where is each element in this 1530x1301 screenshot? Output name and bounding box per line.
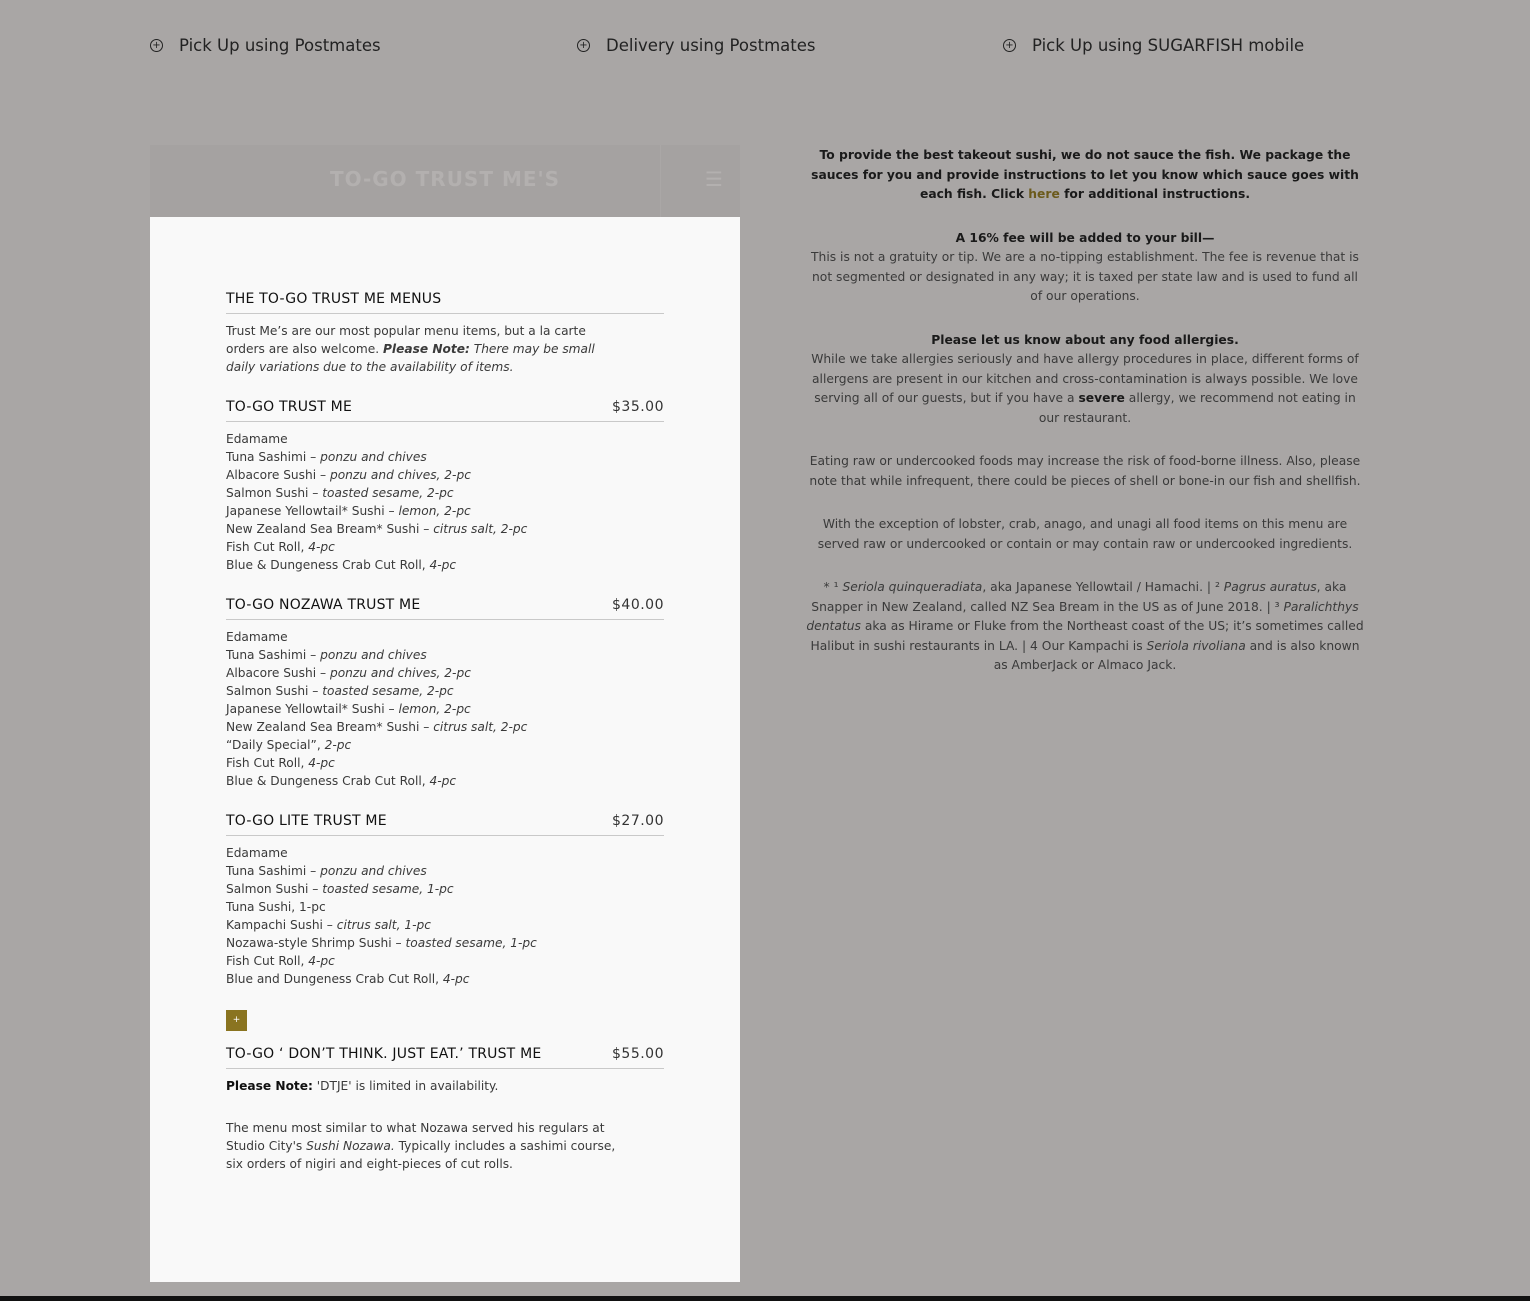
item-name: Japanese Yellowtail* Sushi –	[226, 504, 395, 518]
menu-item	[226, 664, 664, 682]
item-detail: lemon, 2-pc	[398, 702, 471, 716]
menu-item	[226, 466, 664, 484]
menu-item	[226, 844, 664, 862]
option-label: Pick Up using SUGARFISH mobile	[1032, 36, 1305, 55]
section-name: TO-GO TRUST ME	[226, 399, 352, 415]
menu-item	[226, 502, 664, 520]
item-name: Japanese Yellowtail* Sushi –	[226, 702, 395, 716]
item-detail: ponzu and chives, 2-pc	[329, 468, 471, 482]
section-name: TO-GO NOZAWA TRUST ME	[226, 597, 421, 613]
menu-item	[226, 934, 664, 952]
desc-text: The menu most similar to what Nozawa served his regulars at Studio City's	[226, 1121, 605, 1153]
species-name: Seriola rivoliana	[1146, 638, 1246, 653]
plus-circle-icon: +	[150, 39, 163, 52]
note-text: 'DTJE' is limited in availability.	[316, 1079, 499, 1093]
item-name: Blue & Dungeness Crab Cut Roll,	[226, 558, 426, 572]
menu-item	[226, 952, 664, 970]
item-name: Nozawa-style Shrimp Sushi –	[226, 936, 402, 950]
menu-item	[226, 556, 664, 574]
footnote-text: , aka Snapper in New Zealand, called NZ Sea Bream in the US as of June 2018. | ³	[811, 580, 1347, 614]
sauce-text: for additional instructions.	[1064, 187, 1250, 201]
raw-exception: With the exception of lobster, crab, anago, and unagi all food items on this menu are served raw or undercooked or contain or may contain raw or undercooked ingredients.	[817, 517, 1353, 551]
menu-item-list	[226, 628, 664, 790]
item-detail: 4-pc	[308, 954, 335, 968]
item-detail: citrus salt, 2-pc	[433, 522, 528, 536]
menu-item	[226, 520, 664, 538]
section-name: TO-GO LITE TRUST ME	[226, 813, 387, 829]
footnote-text: and is also known as AmberJack or Almaco Jack.	[993, 638, 1360, 672]
item-name: Fish Cut Roll,	[226, 954, 305, 968]
item-name: Salmon Sushi –	[226, 684, 319, 698]
note-label: Please Note:	[226, 1079, 313, 1093]
item-detail: ponzu and chives	[320, 450, 427, 464]
menu-item	[226, 880, 664, 898]
delivery-postmates-option[interactable]	[577, 36, 815, 55]
menu-section-header	[226, 398, 664, 422]
section-price: $55.00	[612, 1046, 664, 1062]
note-label: Please Note:	[382, 342, 470, 356]
item-name: Albacore Sushi –	[226, 468, 327, 482]
item-name: Salmon Sushi –	[226, 486, 319, 500]
desc-text: Typically includes a sashimi course, six orders of nigiri and eight-pieces of cut rolls.	[226, 1139, 616, 1171]
menu-item	[226, 736, 664, 754]
item-name: Tuna Sushi, 1-pc	[226, 900, 326, 914]
item-name: Tuna Sashimi –	[226, 648, 317, 662]
fee-title: A 16% fee will be added to your bill—	[955, 230, 1215, 245]
item-name: Edamame	[226, 432, 288, 446]
menu-section-header	[226, 812, 664, 836]
species-name: Paralichthys dentatus	[806, 599, 1359, 633]
footnote-text: aka as Hirame or Fluke from the Northeast coast of the US; it’s sometimes called Halibut in sushi restaurants in LA. | 4 Our Kampachi is	[810, 619, 1364, 653]
item-name: Kampachi Sushi –	[226, 918, 333, 932]
plus-circle-icon: +	[577, 39, 590, 52]
item-detail: citrus salt, 2-pc	[433, 720, 528, 734]
menu-title-text: THE TO-GO TRUST ME MENUS	[226, 291, 442, 307]
item-detail: ponzu and chives, 2-pc	[329, 666, 471, 680]
sauce-info	[806, 146, 1364, 205]
menu-item	[226, 916, 664, 934]
menu-item	[226, 538, 664, 556]
dtje-note	[226, 1077, 664, 1095]
item-detail: toasted sesame, 2-pc	[322, 684, 454, 698]
item-detail: 4-pc	[442, 972, 470, 986]
section-price: $27.00	[612, 813, 664, 829]
section-price: $40.00	[612, 597, 664, 613]
menu-section-header	[226, 1045, 664, 1069]
item-name: Tuna Sashimi –	[226, 450, 317, 464]
allergy-bold: severe	[1078, 391, 1125, 405]
item-detail: ponzu and chives	[320, 648, 427, 662]
allergy-title: Please let us know about any food allergies.	[931, 332, 1239, 347]
item-detail: 4-pc	[429, 774, 457, 788]
item-detail: 2-pc	[324, 738, 352, 752]
menu-item	[226, 718, 664, 736]
intro-text: Trust Me’s are our most popular menu items, but a la carte orders are also welcome.	[226, 324, 586, 356]
item-name: “Daily Special”,	[226, 738, 321, 752]
footnote-text: * ¹	[823, 580, 843, 594]
item-detail: toasted sesame, 1-pc	[322, 882, 454, 896]
section-name: TO-GO ‘ DON’T THINK. JUST EAT.’ TRUST ME	[226, 1046, 542, 1062]
divider	[660, 145, 661, 217]
item-name: Blue & Dungeness Crab Cut Roll,	[226, 774, 426, 788]
item-name: Blue and Dungeness Crab Cut Roll,	[226, 972, 440, 986]
menu-title	[226, 290, 664, 314]
item-detail: lemon, 2-pc	[398, 504, 471, 518]
menu-item	[226, 898, 664, 916]
menu-item	[226, 862, 664, 880]
note-text: There may be small daily variations due to the availability of items.	[226, 342, 595, 374]
info-column	[806, 146, 1364, 700]
species-name: Pagrus auratus	[1223, 580, 1317, 594]
sauce-text: To provide the best takeout sushi, we do not sauce the fish. We package the sauces for you and provide instructions to let you know which sauce goes with each fish. Click	[811, 148, 1359, 201]
menu-item	[226, 484, 664, 502]
menu-item	[226, 682, 664, 700]
footnote-text: , aka Japanese Yellowtail / Hamachi. | ²	[982, 580, 1224, 594]
item-detail: toasted sesame, 1-pc	[405, 936, 537, 950]
menu-item	[226, 970, 664, 988]
hamburger-icon[interactable]: ☰	[705, 167, 723, 191]
fee-text: This is not a gratuity or tip. We are a no-tipping establishment. The fee is revenue that is not segmented or designated in any way; it is taxed per state law and is used to fund all of our operations.	[811, 250, 1359, 303]
allergy-text: allergy, we recommend not eating in our restaurant.	[1038, 391, 1356, 425]
item-name: Fish Cut Roll,	[226, 756, 305, 770]
item-name: Salmon Sushi –	[226, 882, 319, 896]
option-label: Delivery using Postmates	[606, 36, 816, 55]
species-name: Seriola quinqueradiata	[842, 580, 983, 594]
footnotes	[806, 578, 1364, 676]
instructions-link[interactable]: here	[1028, 187, 1060, 201]
menu-item	[226, 448, 664, 466]
section-price: $35.00	[612, 399, 664, 415]
panel-title: TO-GO TRUST ME'S	[329, 167, 561, 191]
menu-item	[226, 754, 664, 772]
menu-item	[226, 772, 664, 790]
menu-item	[226, 700, 664, 718]
option-label: Pick Up using Postmates	[179, 36, 381, 55]
menu-panel	[150, 217, 740, 1282]
item-detail: 4-pc	[308, 540, 335, 554]
menu-item	[226, 646, 664, 664]
menu-item-list	[226, 430, 664, 574]
panel-header	[150, 145, 740, 217]
expand-button[interactable]: +	[226, 1010, 247, 1031]
item-name: Albacore Sushi –	[226, 666, 327, 680]
menu-section-header	[226, 596, 664, 620]
item-detail: 4-pc	[308, 756, 335, 770]
item-detail: citrus salt, 1-pc	[336, 918, 431, 932]
menu-item-list	[226, 844, 664, 988]
menu-intro	[226, 322, 616, 376]
item-detail: toasted sesame, 2-pc	[322, 486, 454, 500]
raw-warning: Eating raw or undercooked foods may increase the risk of food-borne illness. Also, please note that while infrequent, there could be pieces of shell or bone-in our fish and shellfish.	[809, 454, 1361, 488]
pickup-postmates-option[interactable]	[150, 36, 381, 55]
fee-info	[806, 229, 1364, 307]
plus-circle-icon: +	[1003, 39, 1016, 52]
item-name: Edamame	[226, 630, 288, 644]
item-name: Fish Cut Roll,	[226, 540, 305, 554]
pickup-sugarfish-option[interactable]	[1003, 36, 1304, 55]
item-name: New Zealand Sea Bream* Sushi –	[226, 522, 430, 536]
item-detail: 4-pc	[429, 558, 457, 572]
dtje-description	[226, 1119, 616, 1173]
bottom-bar	[0, 1296, 1530, 1301]
menu-item	[226, 628, 664, 646]
item-name: Edamame	[226, 846, 288, 860]
menu-item	[226, 430, 664, 448]
item-detail: ponzu and chives	[320, 864, 427, 878]
allergy-info	[806, 331, 1364, 429]
desc-emphasis: Sushi Nozawa.	[306, 1139, 395, 1153]
allergy-text: While we take allergies seriously and have allergy procedures in place, different forms of allergens are present in our kitchen and cross-contamination is always possible. We love serving all of our guests, but if you have a	[811, 352, 1359, 405]
item-name: Tuna Sashimi –	[226, 864, 317, 878]
item-name: New Zealand Sea Bream* Sushi –	[226, 720, 430, 734]
